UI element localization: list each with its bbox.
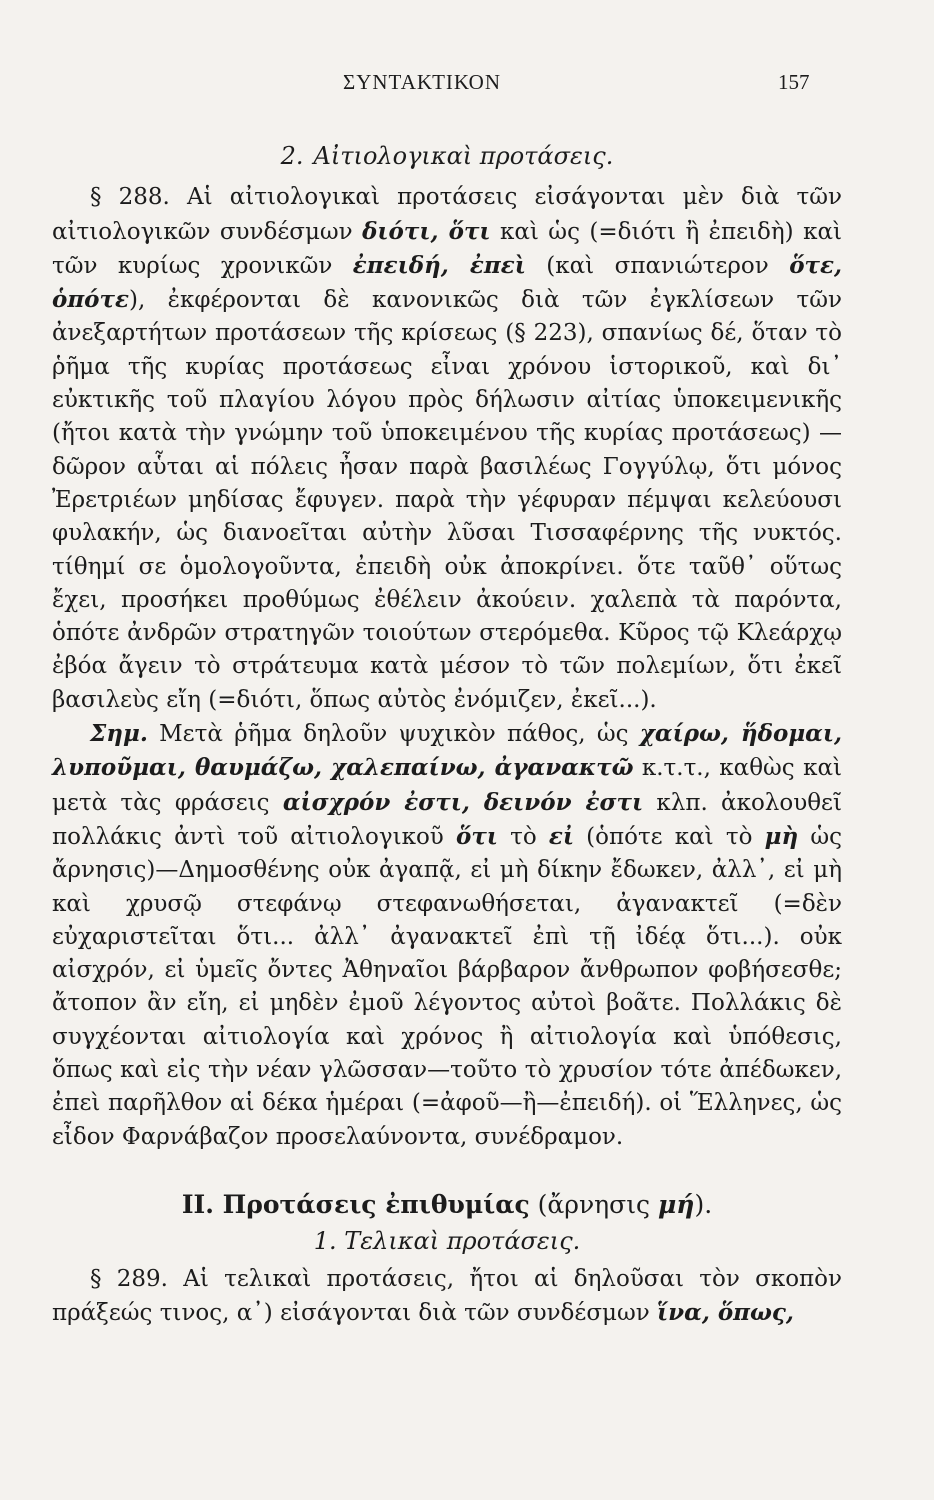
note-text-6: ὡς ἄρνησις)—Δημοσθένης οὐκ ἀγαπᾷ, εἰ μὴ δίκην ἔδωκεν, ἀλλ᾽, εἰ μὴ καὶ χρυσῷ στεφάνῳ στεφανωθήσεται, ἀγανακτεῖ (=δὲν εὐχαριστεῖται ὅτι... ἀλλ᾽ ἀγανακτεῖ ἐπὶ τῇ ἰδέᾳ ὅτι...). οὐκ αἰσχρόν, εἰ ὑμεῖς ὄντες Ἀθηναῖοι βάρβαρον ἄνθρωπον φοβήσεσθε; ἄτοπον ἂν εἴη, εἰ μηδὲν ἐμοῦ λέγοντος αὐτοὶ βοᾶτε. Πολλάκις δὲ συγχέονται αἰτιολογία καὶ χρόνος ἢ αἰτιολογία καὶ ὑπόθεσις, ὅπως καὶ εἰς τὴν νέαν γλῶσσαν—τοῦτο τὸ χρυσίον τότε ἀπέδωκεν, ἐπεὶ παρῆλθον αἱ δέκα ἡμέραι (=ἀφοῦ—ἢ—ἐπειδή). οἱ Ἕλληνες, ὡς εἶδον Φαρνάβαζον προσελαύνοντα, συνέδραμον. [52,823,842,1150]
subsection-title-text: Τελικαὶ προτάσεις. [344,1227,581,1256]
running-head: ΣΥΝΤΑΚΤΙΚΟΝ [343,70,501,94]
note-text-1: Μετὰ ῥῆμα δηλοῦν ψυχικὸν πάθος, ὡς [147,721,640,748]
section-number: 2. [280,142,304,170]
p289-bold-1: ἵνα, ὅπως, [657,1298,794,1326]
note-bold-3: ὅτι [455,822,498,850]
paragraph-288 [52,181,842,717]
note-text-4: τὸ [497,823,549,850]
note-bold-5: μὴ [764,822,799,850]
paragraph-289 [52,1263,842,1331]
p288-bold-1: διότι, ὅτι [362,217,491,245]
section-II-title: ΙΙ. Προτάσεις ἐπιθυμίας [181,1189,530,1219]
p288-text-3: (καὶ σπανιώτερον [525,252,790,279]
note-paragraph [52,717,842,1154]
p288-bold-2: ἐπειδή, ἐπεὶ [352,251,526,279]
note-text-5: (ὁπότε καὶ τὸ [574,823,765,850]
p288-text-1: § 288. Αἱ αἰτιολογικαὶ προτάσεις εἰσάγονται μὲν διὰ τῶν αἰτιολογικῶν συνδέσμων [52,184,842,245]
body-text [52,140,842,1330]
section-II-paren-bold: μή [657,1189,695,1219]
page-number: 157 [778,70,810,94]
section-title [52,140,842,173]
section-title-text: Αἰτιολογικαὶ προτάσεις. [313,142,614,170]
page-header [0,70,934,104]
p288-bold-3: ὅτε, ὁπότε [52,251,842,314]
note-text-3: κλπ. ἀκολουθεῖ πολλάκις ἀντὶ τοῦ αἰτιολογικοῦ [52,789,842,850]
note-label: Σημ. [90,720,148,748]
note-bold-1: χαίρω, ἥδομαι, λυποῦμαι, θαυμάζω, χαλεπαίνω, ἀγανακτῶ [52,720,842,782]
section-II-paren-end: ). [694,1189,713,1219]
note-bold-2: αἰσχρόν ἐστι, δεινόν ἐστι [282,788,644,816]
p288-text-2: καὶ ὡς (=διότι ἢ ἐπειδὴ) καὶ τῶν κυρίως χρονικῶν [52,218,842,279]
note-bold-4: εἰ [548,822,574,850]
p288-text-4: ), ἐκφέρονται δὲ κανονικῶς διὰ τῶν ἐγκλίσεων τῶν ἀνεξαρτήτων προτάσεων τῆς κρίσεως (§ 223), σπανίως δέ, ὅταν τὸ ῥῆμα τῆς κυρίας προτάσεως εἶναι χρόνου ἱστορικοῦ, καὶ δι᾽ εὐκτικῆς τοῦ πλαγίου λόγου πρὸς δήλωσιν αἰτίας ὑποκειμενικῆς (ἤτοι κατὰ τὴν γνώμην τοῦ ὑποκειμένου τῆς κυρίας προτάσεως) —δῶρον αὗται αἱ πόλεις ἦσαν παρὰ βασιλέως Γογγύλῳ, ὅτι μόνος Ἐρετριέων μηδίσας ἔφυγεν. παρὰ τὴν γέφυραν πέμψαι κελεύουσι φυλακήν, ὡς διανοεῖται αὐτὴν λῦσαι Τισσαφέρνης τῆς νυκτός. τίθημί σε ὁμολογοῦντα, ἐπειδὴ οὐκ ἀποκρίνει. ὅτε ταῦθ᾽ οὕτως ἔχει, προσήκει προθύμως ἐθέλειν ἀκούειν. χαλεπὰ τὰ παρόντα, ὁπότε ἀνδρῶν στρατηγῶν τοιούτων στερόμεθα. Κῦρος τῷ Κλεάρχῳ ἐβόα ἄγειν τὸ στράτευμα κατὰ μέσον τὸ τῶν πολεμίων, ὅτι ἐκεῖ βασιλεὺς εἴη (=διότι, ὅπως αὐτὸς ἐνόμιζεν, ἐκεῖ...). [52,287,842,713]
section-II-paren: (ἄρνησις [529,1189,658,1219]
p289-text-1: § 289. Αἱ τελικαὶ προτάσεις, ἤτοι αἱ δηλοῦσαι τὸν σκοπὸν πράξεώς τινος, α᾽) εἰσάγονται διὰ τῶν συνδέσμων [52,1265,842,1326]
note-text-2: κ.τ.τ., καθὼς καὶ μετὰ τὰς φράσεις [52,755,842,816]
section-II-heading [52,1188,842,1221]
subsection-number: 1. [313,1227,337,1256]
subsection-title [52,1225,842,1258]
